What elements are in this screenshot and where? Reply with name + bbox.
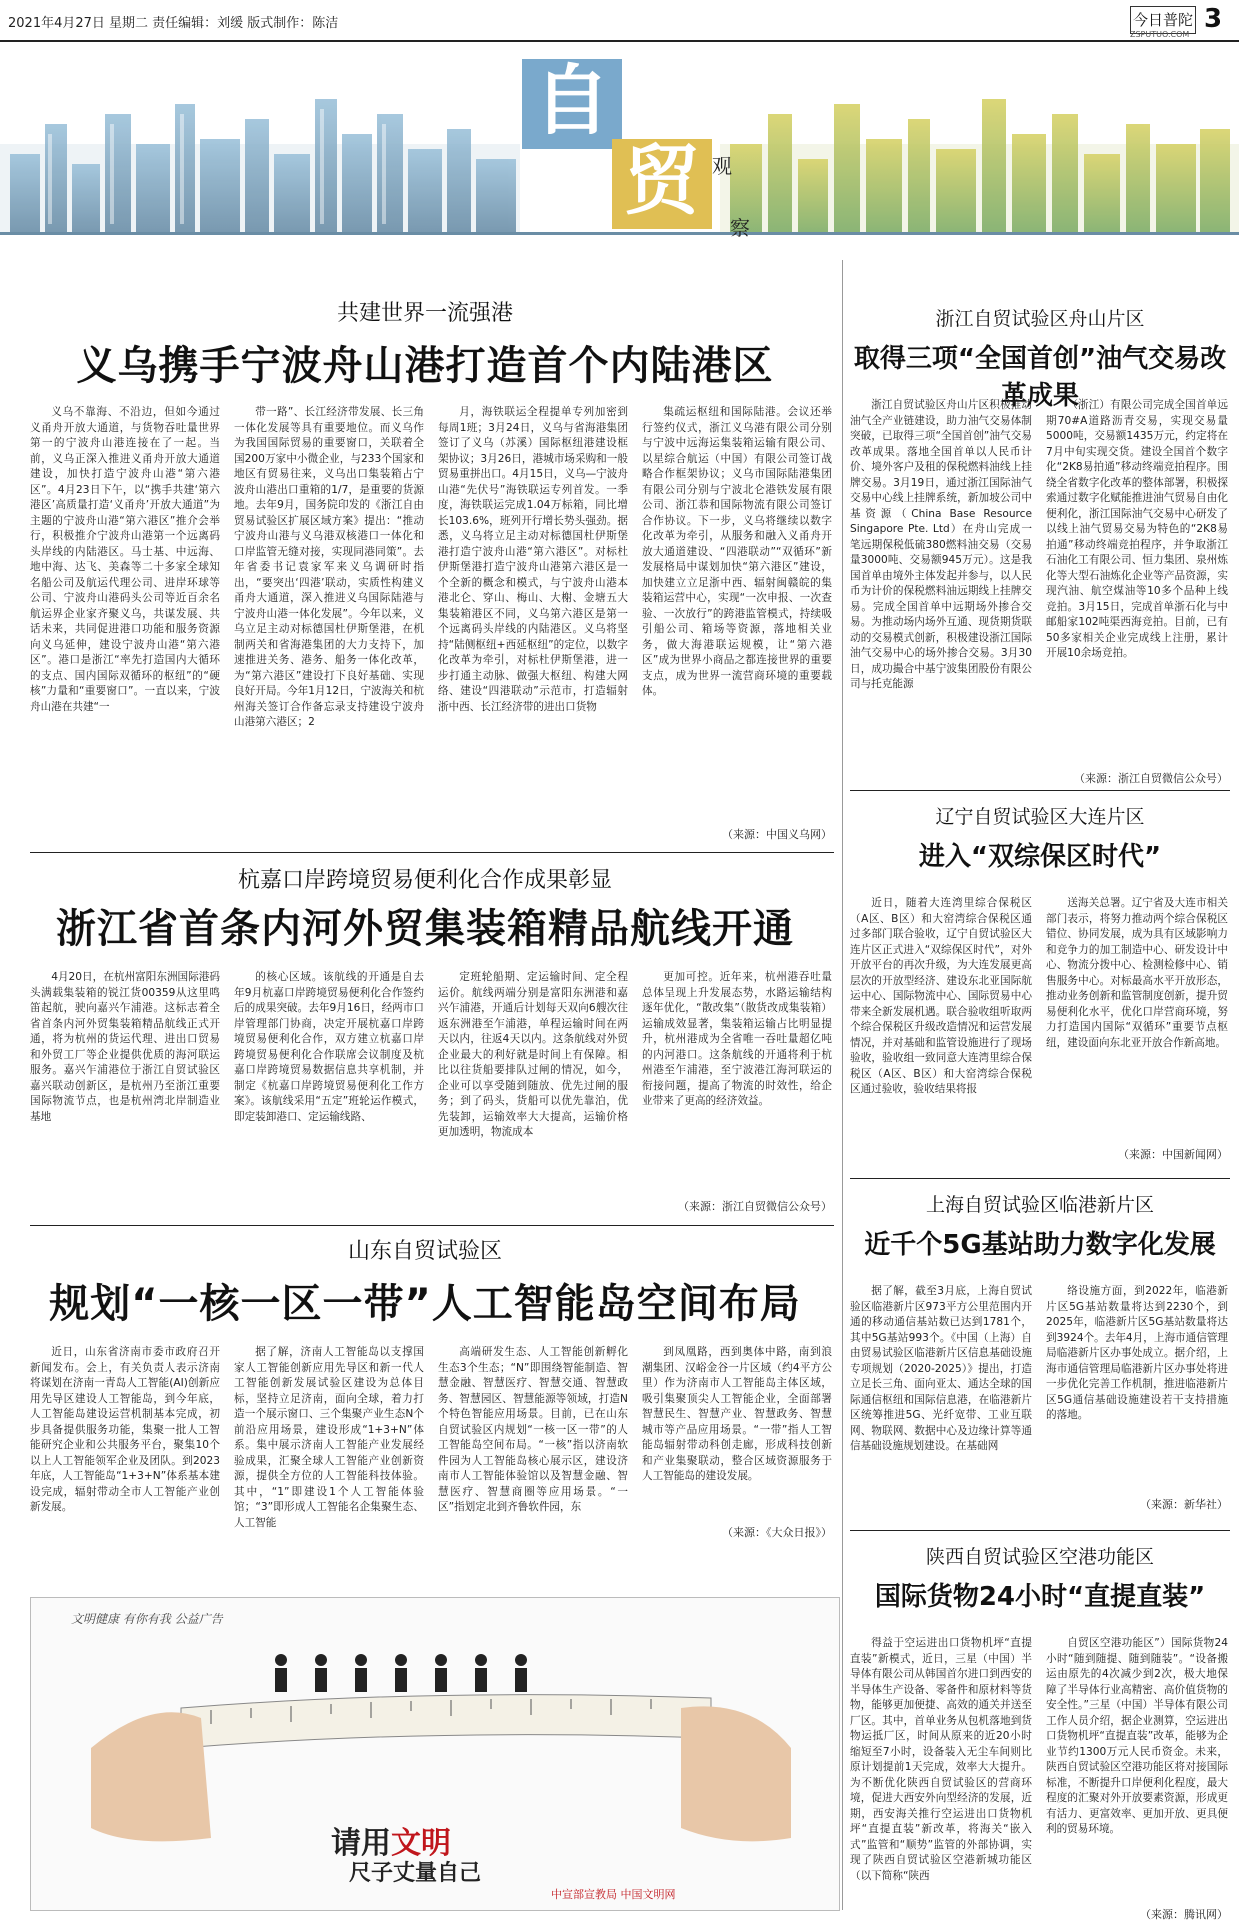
yiwu-source: （来源：中国义乌网） (722, 828, 832, 841)
divider (850, 1530, 1230, 1531)
lingang-source: （来源：新华社） (1140, 1498, 1228, 1511)
shaanxi-col-1: 得益于空运进出口货物机坪“直提直装”新模式，近日，三星（中国）半导体有限公司从韩国首尔进口到西安的半导体生产设备、零备件和原材料等货物，能够更加便捷、高效的通关并送至厂区。其中，首单业务从包机落地到货物运抵厂区，时间从原来的近20小时缩短至7小时，设备装入无尘车间则比原计划提前1天完成，效率大大提升。为不断优化陕西自贸试验区的营商环境，促进大西安外向型经济的发展，近期，西安海关推行空运进出口货物机坪“直提直装”新改革，将海关“嵌入式”监管和“顺势”监管的外部协调，实现了陕西自贸试验区空港新城功能区（以下简称“陕西 (850, 1637, 1032, 1882)
hangjia-col-1: 4月20日，在杭州富阳东洲国际港码头满载集装箱的锐江货00359从这里鸣笛起航，驶向嘉兴乍浦港。这标志着全省首条内河外贸集装箱精品航线正式开通，将为杭州的货运代理、进出口贸易和外贸工厂等企业提供优质的海河联运服务。嘉兴乍浦港位于浙江自贸试验区嘉兴联动创新区，是杭州乃至浙江重要国际物流节点，也是杭州湾北岸制造业基地 (30, 971, 220, 1123)
lingang-kicker: 上海自贸试验区临港新片区 (925, 1194, 1154, 1216)
yiwu-col-4: 集疏运枢纽和国际陆港。会议还举行签约仪式，浙江义乌港有限公司分别与宁波中远海运集装箱运输有限公司、以星综合航运（中国）有限公司签订战略合作框架协议；义乌市国际陆港集团有限公司分别与宁波北仑港铁发展有限公司、浙江恭和国际物流有限公司签订合作协议。下一步，义乌将继续以数字化改革为牵引，从服务和融入义甬舟开放大通道建设、“四港联动”“双循环”新发展格局中谋划加快“第六港区”建设，加快建立立足浙中西、辐射闽赣皖的集装箱运营中心，实现“一次申报、一次查验、一次放行”的跨港监管模式，持续吸引船公司、箱场等资源，落地相关业务，做大海港联运规模，让“第六港区”成为世界小商品之都连接世界的重要支点，成为世界一流营商环境的重要载体。 (642, 406, 832, 697)
banner-char-zi: 自 (534, 56, 610, 145)
shandong-col-3: 高端研发生态、人工智能创新孵化生态3个生态；“N”即围绕智能制造、智慧金融、智慧医疗、智慧交通、智慧政务、智慧园区、智慧能源等领域，打造N个特色智能应用场景。目前，已在山东自贸试验区内规划“一核一区一带”的人工智能岛空间布局。“一核”指以济南软件园为人工智能岛核心展示区，建设济南市人工智能体验馆以及智慧金融、智慧医疗、智慧商圈等应用场景。“一区”指划定北到齐鲁软件园，东 (438, 1346, 628, 1513)
divider (30, 1225, 834, 1226)
yiwu-col-2: 带一路”、长江经济带发展、长三角一体化发展等具有重要地位。而义乌作为我国国际贸易的重要窗口，关联着全国200万家中小微企业，与233个国家和地区有贸易往来，义乌出口集装箱占宁波舟山港出口重箱的1/7，是重要的货源地。去年9月，国务院印发的《浙江自由贸易试验区扩展区域方案》提出：“推动宁波舟山港与义乌港双核港口一体化和口岸监管无缝对接，实现同港同策”。去年省委书记袁家军来义乌调研时指出，“要突出‘四港’联动，实质性构建义甬舟大通道，深入推进义乌国际陆港与宁波舟山港一体化发展”。今年以来，义乌立足主动对标德国杜伊斯堡港，在机制两关和省海港集团的大力支持下，加速推进关务、港务、船务一体化改革，为“第六港区”建设打下良好基础、实现良好开局。今年1月12日，宁波海关和杭州海关签订合作备忘录支持建设宁波舟山港第六港区；2 (234, 406, 424, 728)
shandong-kicker: 山东自贸试验区 (347, 1239, 502, 1264)
hangjia-col-3: 定班轮船期、定运输时间、定全程运价。航线两端分别是富阳东洲港和嘉兴乍浦港，开通后计划每天双向6艘次往返东洲港至乍浦港，单程运输时间在两天以内，往返4天以内。这条航线对外贸企业最大的利好就是时间上有保障。相比以往货船要排队过闸的情况，如今，企业可以享受随到随放、优先过闸的服务；到了码头，货船可以优先靠泊，优先装卸，运输效率大大提高，运输价格更加透明，物流成本 (438, 971, 628, 1138)
zhoushan-col-2: （浙江）有限公司完成全国首单远期70#A道路沥青交易，实现交易量5000吨，交易额1435万元，约定将在7月中旬实现交货。建设全国首个数字化“2K8易拍通”移动终端竞拍程序。围绕全省数字化改革的整体部署，积极探索通过数字化赋能推进油气贸易自由化便利化，浙江国际油气交易中心研发了以线上油气贸易交易为特色的“2K8易拍通”移动终端竞拍程序，并争取浙江石油化工有限公司、恒力集团、泉州炼化等大型石油炼化企业等产品资源，实现汽油、航空煤油等10多个品种上线竞拍。3月15日，完成首单浙石化与中邮船家102吨渠西海竞拍。目前，已有50多家相关企业完成线上注册，累计开展10余场竞拍。 (1046, 399, 1228, 659)
ad-slogan-pre: 请用 (331, 1826, 391, 1861)
lingang-col-1: 据了解，截至3月底，上海自贸试验区临港新片区973平方公里范围内开通的移动通信基站数已达到1781个，其中5G基站993个。《中国（上海）自由贸易试验区临港新片区信息基础设施专项规划（2020-2025）》提出，打造立足长三角、面向亚太、通达全球的国际通信枢纽和国际信息港，在临港新片区统筹推进5G、光纤宽带、工业互联网、物联网、数据中心及边缘计算等通信基础设施规划建设。在基础网 (850, 1285, 1032, 1452)
zhoushan-source: （来源：浙江自贸微信公众号） (1074, 772, 1228, 785)
shandong-title: 规划“一核一区一带”人工智能岛空间布局 (49, 1281, 801, 1327)
ad-top-line: 文明健康 有你有我 公益广告 (71, 1612, 223, 1626)
column-divider (842, 260, 843, 1910)
banner-side-guan: 观 (712, 154, 732, 178)
shaanxi-col-2: 自贸区空港功能区”）国际货物24小时“随到随提、随到随装”。“设备搬运由原先的4次减少到2次，极大地保障了半导体行业高精密、高价值货物的安全性。”三星（中国）半导体有限公司工作人员介绍，据企业测算，空运进出口货物机坪“直提直装”改革，能够为企业节约1300万元人民币资金。未来，陕西自贸试验区空港功能区将对接国际标准，不断提升口岸便利化程度，最大程度的汇聚对外开放要素资源，形成更有活力、更富效率、更加开放、更具便利的贸易环境。 (1046, 1637, 1228, 1835)
yiwu-kicker: 共建世界一流强港 (336, 301, 513, 326)
hangjia-col-4: 更加可控。近年来，杭州港吞吐量总体呈现上升发展态势，水路运输结构逐年优化，“散改集”（散货改成集装箱）运输成效显著，集装箱运输占比明显提升，杭州港成为全省唯一吞吐量超亿吨的内河港口。这条航线的开通将利于杭州港至乍浦港，至宁波港江海河联运的衔接问题，提高了物流的时效性，给企业带来了更高的经济效益。 (642, 971, 832, 1107)
page-number: 3 (1204, 4, 1223, 34)
shandong-col-4: 到凤凰路，西到奥体中路，南到浪潮集团、汉峪金谷一片区域（约4平方公里）作为济南市人工智能岛主体区域，吸引集聚顶尖人工智能企业，全面部署智慧民生、智慧产业、智慧政务、智慧城市等产品应用场景。“一带”指人工智能岛辐射带动科创走廊，形成科技创新和产业集聚联动，整合区域资源服务于人工智能岛的建设发展。 (642, 1346, 832, 1482)
yiwu-col-1: 义乌不靠海、不沿边，但如今通过义甬舟开放大通道，与货物吞吐量世界第一的宁波舟山港连接在了一起。当前，义乌正深入推进义甬舟开放大通道建设，加快打造宁波舟山港“第六港区”。4月23日下午，以“携手共建‘第六港区’高质量打造‘义甬舟’开放大通道”为主题的宁波舟山港“第六港区”推介会举行，积极推介宁波舟山港第一个远离码头岸线的内陆港区。马士基、中远海、地中海、达飞、美森等二十多家全球知名船公司及航运代理公司、进岸环球等公司、宁波舟山港码头公司等近百余名航运界企业家齐聚义乌，共谋发展、共话未来，共同促进港口功能和服务资源向义乌延伸，建设宁波舟山港“第六港区”。港口是浙江“率先打造国内大循环的支点、国内国际双循环的枢纽”的“硬核”力量和“重要窗口”。一直以来，宁波舟山港在共建“一 (30, 406, 220, 713)
ad-slogan-key: 文明 (391, 1826, 451, 1861)
banner-side-cha: 察 (730, 216, 750, 240)
shaanxi-title: 国际货物24小时“直提直装” (874, 1582, 1206, 1612)
hangjia-col-2: 的核心区域。该航线的开通是自去年9月杭嘉口岸跨境贸易便利化合作签约后的成果突破。去年9月16日，经两市口岸管理部门协商，决定开展杭嘉口岸跨境贸易便利化合作，双方建立杭嘉口岸跨境贸易便利化合作联席会议制度及杭嘉口岸跨境贸易数据信息共享机制，并制定《杭嘉口岸跨境贸易便利化工作方案》。该航线采用“五定”班轮运作模式，即定装卸港口、定运输线路、 (234, 971, 424, 1123)
divider (850, 1178, 1230, 1179)
public-service-ad (30, 1597, 840, 1911)
yiwu-col-3: 月，海铁联运全程提单专列加密到每周1班；3月24日，义乌与省海港集团签订了义乌（苏溪）国际枢纽港建设框架协议；3月26日，港城市场采购和一般贸易重拼出口。4月15日，义乌—宁波舟山港“先伏号”海铁联运专列首发。一季度，海铁联运完成1.04万标箱，同比增长103.6%，班列开行增长势头强劲。据悉，义乌将立足主动对标德国杜伊斯堡港打造宁波舟山港“第六港区”。对标杜伊斯堡港打造宁波舟山港第六港区是一个全新的概念和模式，与宁波舟山港本港北仑、穿山、梅山、大榭、金塘五大集装箱港区不同，义乌第六港区是第一个远离码头岸线的内陆港区。义乌将坚持“陆侧枢纽+西延枢纽”的定位，以数字化改革为牵引，对标杜伊斯堡港，进一步打通主动脉、做强大枢纽、构建大网络、建设“四港联动”示范市，打造辐射浙中西、长江经济带的进出口货物 (438, 406, 628, 713)
hangjia-source: （来源：浙江自贸微信公众号） (678, 1200, 832, 1213)
ad-slogan-line2: 尺子丈量自己 (349, 1861, 482, 1886)
shandong-col-2: 据了解，济南人工智能岛以支撑国家人工智能创新应用先导区和新一代人工智能创新发展试验区建设为总体目标，坚持立足济南，面向全球，着力打造一个展示窗口、三个集聚产业生态N个前沿应用场景，建设形成“1+3+N”体系。集中展示济南人工智能产业发展经验成果，汇聚全球人工智能产业创新资源，提供全方位的人工智能科技体验。其中，“1”即建设1个人工智能体验馆；“3”即形成人工智能名企集聚生态、人工智能 (234, 1346, 424, 1529)
divider (30, 852, 834, 853)
zhoushan-col-1: 浙江自贸试验区舟山片区积极推动油气全产业链建设，助力油气交易体制突破，已取得三项“全国首创”油气交易改革成果。落地全国首单以人民币计价、境外客户及租的保税燃料油线上挂牌交易。3月19日，通过浙江国际油气交易中心线上挂牌系统，新加坡公司中基资源（China Base Resource Singapore Pte. Ltd）在舟山完成一笔远期保税低硫380燃料油交易（交易量3000吨、交易额945万元）。这是我国首单由境外主体发起并参与，以人民币为计价的保税燃料油远期线上挂牌交易。完成全国首单中远期场外掺合交易。为推动场内场外互通、现货期货联动的交易模式创新，积极建设浙江国际油气交易中心的场外掺合交易。3月30日，成功撮合中基宁波集团股份有限公司与托克能源 (850, 399, 1032, 690)
shandong-col-1: 近日，山东省济南市委市政府召开新闻发布。会上，有关负责人表示济南将谋划在济南一青岛人工智能(AI)创新应用先导区建设人工智能岛，到今年底，人工智能岛建设运营机制基本完成，初步具备提供服务功能，集聚一批人工智能研究企业和公共服务平台，聚集10个以上人工智能领军企业及团队。到2023年底，人工智能岛“1+3+N”体系基本建设完成，辐射带动全市人工智能产业创新发展。 (30, 1346, 220, 1513)
dalian-source: （来源：中国新闻网） (1118, 1148, 1228, 1161)
shandong-source: （来源：《大众日报》） (722, 1526, 832, 1539)
shaanxi-kicker: 陕西自贸试验区空港功能区 (925, 1546, 1154, 1568)
logo-url: ZSPUTUO.COM (1130, 30, 1190, 39)
yiwu-title: 义乌携手宁波舟山港打造首个内陆港区 (76, 343, 774, 389)
lingang-col-2: 络设施方面，到2022年，临港新片区5G基站数量将达到2230个，到2025年，临港新片区5G基站数量将达到3924个。去年4月，上海市通信管理局临港新片区办事处成立。据介绍，上海市通信管理局临港新片区办事处将进一步优化完善工作机制，推进临港新片区5G通信基础设施建设若干支持措施的落地。 (1046, 1285, 1228, 1421)
hangjia-title: 浙江省首条内河外贸集装箱精品航线开通 (56, 906, 794, 952)
dalian-kicker: 辽宁自贸试验区大连片区 (935, 806, 1145, 828)
dalian-col-1: 近日，随着大连湾里综合保税区（A区、B区）和大窑湾综合保税区通过多部门联合验收，辽宁自贸试验区大连片区正式进入“双综保区时代”，对外开放平台的再次升级，为大连发展更高层次的开放型经济、建设东北亚国际航运中心、国际物流中心、国际贸易中心带来全新发展机遇。联合验收组听取两个综合保税区升级改造情况和运营发展情况，并对基础和监管设施进行了现场验收，验收组一致同意大连湾里综合保税区（A区、B区）和大窑湾综合保税区通过验收，验收结果将报 (850, 897, 1032, 1095)
zhoushan-kicker: 浙江自贸试验区舟山片区 (935, 308, 1145, 330)
dateline: 2021年4月27日 星期二 责任编辑：刘缓 版式制作：陈洁 (8, 16, 339, 31)
hangjia-kicker: 杭嘉口岸跨境贸易便利化合作成果彰显 (237, 868, 612, 893)
banner-char-mao: 贸 (624, 136, 700, 225)
lingang-title: 近千个5G基站助力数字化发展 (864, 1230, 1216, 1260)
ad-footer: 中宣部宣教局 中国文明网 (551, 1888, 676, 1901)
zhoushan-title: 取得三项“全国首创”油气交易改革成果 (853, 344, 1227, 411)
dalian-col-2: 送海关总署。辽宁省及大连市相关部门表示，将努力推动两个综合保税区错位、协同发展，成为具有区域影响力和竞争力的加工制造中心、研发设计中心、物流分拨中心、检测检修中心、销售服务中心。对标最高水平开放形态，推动业务创新和监管制度创新，提升贸易便利化水平，优化口岸营商环境，努力打造国内国际“双循环”重要节点枢纽，建设面向东北亚开放合作新高地。 (1046, 897, 1228, 1049)
dalian-title: 进入“双综保区时代” (918, 842, 1162, 872)
shaanxi-source: （来源：腾讯网） (1140, 1908, 1228, 1921)
newspaper-logo: 今日普陀 (1130, 6, 1196, 34)
divider (850, 790, 1230, 791)
